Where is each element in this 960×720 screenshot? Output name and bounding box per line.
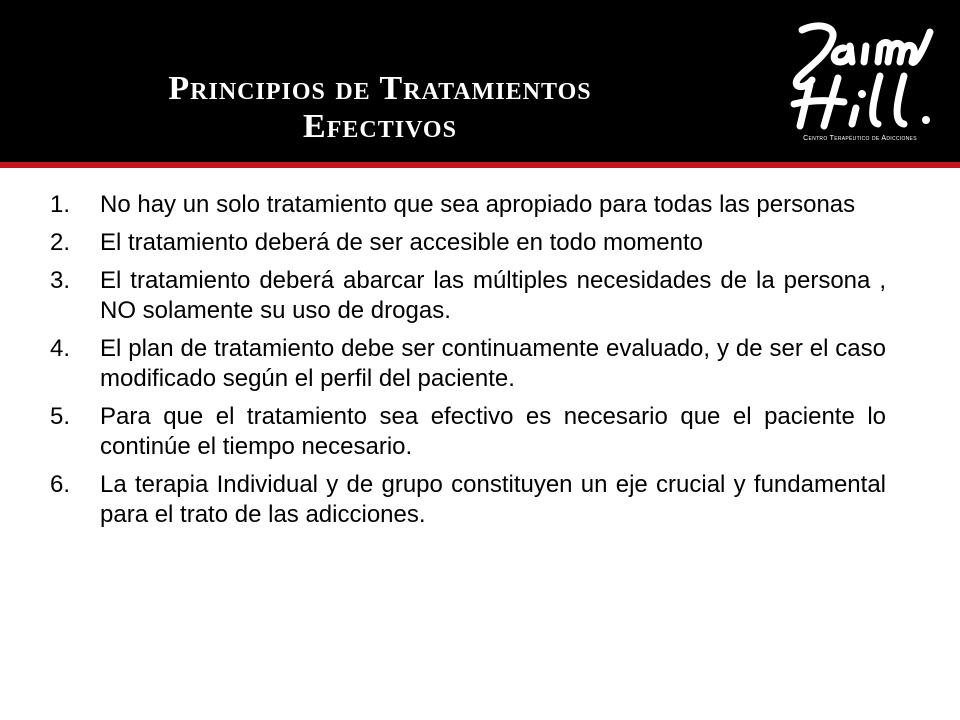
header-accent-rule	[0, 162, 960, 168]
slide-title	[40, 70, 720, 146]
list-item	[50, 470, 886, 530]
slide-title-line-1: Principios de Tratamientos	[168, 70, 592, 107]
item-text: El plan de tratamiento debe ser continuamente evaluado, y de ser el caso modificado según el perfil del paciente.	[100, 335, 886, 392]
item-text: La terapia Individual y de grupo constituyen un eje crucial y fundamental para el trato de las adicciones.	[100, 471, 886, 528]
item-number: 4.	[50, 335, 71, 362]
item-number: 3.	[50, 267, 71, 294]
logo-tagline: Centro Terapéutico de Adicciones	[803, 135, 917, 142]
slide-title-line-2: Efectivos	[303, 108, 457, 145]
item-number: 2.	[50, 229, 71, 256]
brand-logo	[780, 18, 950, 148]
signature-logo-icon	[780, 18, 950, 133]
item-text: El tratamiento deberá abarcar las múltiples necesidades de la persona , NO solamente su uso de drogas.	[100, 267, 886, 324]
item-text: Para que el tratamiento sea efectivo es necesario que el paciente lo continúe el tiempo necesario.	[100, 403, 886, 460]
item-text: No hay un solo tratamiento que sea apropiado para todas las personas	[100, 191, 856, 218]
item-number: 6.	[50, 471, 71, 498]
item-text: El tratamiento deberá de ser accesible en todo momento	[100, 229, 704, 256]
item-number: 5.	[50, 403, 71, 430]
item-number: 1.	[50, 191, 71, 218]
list-item	[50, 334, 886, 394]
list-item	[50, 228, 886, 258]
principles-list	[50, 190, 886, 538]
list-item	[50, 266, 886, 326]
list-item	[50, 402, 886, 462]
list-item	[50, 190, 886, 220]
